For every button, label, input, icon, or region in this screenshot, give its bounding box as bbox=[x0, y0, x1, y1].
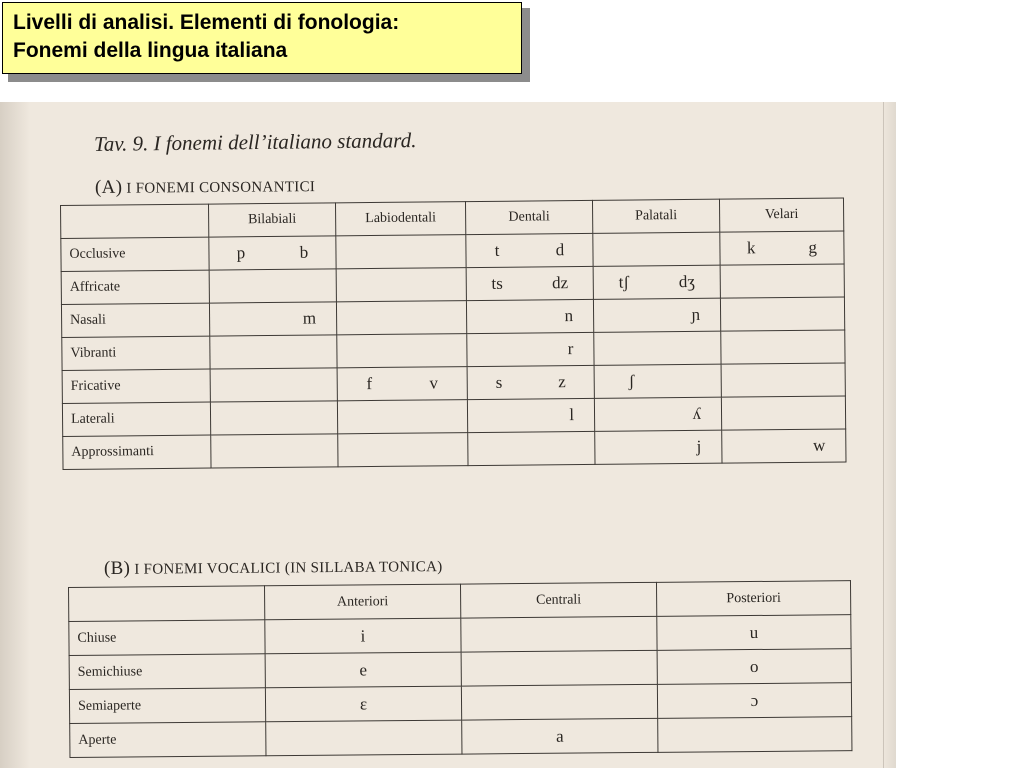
phoneme-cell bbox=[720, 231, 844, 265]
phoneme: ɲ bbox=[691, 304, 701, 324]
phoneme-cell bbox=[338, 433, 468, 467]
phoneme-cell bbox=[209, 302, 336, 336]
table-caption: Tav. 9. I fonemi dell’italiano standard. bbox=[93, 128, 417, 156]
page-edge bbox=[883, 102, 884, 768]
row-label: Fricative bbox=[62, 369, 210, 403]
column-header: Bilabiali bbox=[208, 203, 335, 237]
phoneme-cell bbox=[467, 365, 594, 399]
row-label: Aperte bbox=[70, 722, 266, 758]
phoneme-cell bbox=[211, 434, 338, 468]
phoneme-cell bbox=[594, 331, 721, 365]
phoneme: ɛ bbox=[359, 693, 368, 713]
column-header: Posteriori bbox=[656, 581, 850, 617]
phoneme-cell bbox=[466, 299, 593, 333]
phoneme: ɔ bbox=[750, 690, 759, 710]
phoneme-cell bbox=[720, 264, 844, 298]
phoneme: v bbox=[429, 373, 439, 393]
phoneme: e bbox=[359, 659, 368, 679]
column-header: Centrali bbox=[460, 582, 656, 618]
phoneme: dz bbox=[551, 273, 569, 293]
phoneme: l bbox=[569, 405, 575, 425]
corner-cell bbox=[61, 204, 209, 238]
phoneme-cell bbox=[657, 683, 851, 719]
phoneme: p bbox=[236, 243, 246, 263]
phoneme: a bbox=[555, 726, 564, 746]
phoneme: tʃ bbox=[618, 272, 630, 292]
column-header: Velari bbox=[719, 198, 843, 232]
phoneme-cell bbox=[721, 396, 845, 430]
phoneme-cell bbox=[336, 301, 466, 335]
column-header: Dentali bbox=[465, 200, 592, 234]
phoneme: dʒ bbox=[678, 271, 695, 292]
phoneme-cell bbox=[210, 335, 337, 369]
phoneme-cell bbox=[658, 717, 852, 753]
phoneme-cell bbox=[593, 298, 720, 332]
row-label: Semichiuse bbox=[69, 654, 265, 690]
phoneme-cell bbox=[209, 269, 336, 303]
phoneme-cell bbox=[657, 615, 851, 651]
phoneme: b bbox=[299, 242, 309, 262]
phoneme: u bbox=[749, 622, 759, 642]
phoneme: o bbox=[749, 656, 759, 676]
phoneme-cell bbox=[210, 368, 337, 402]
phoneme: ʃ bbox=[628, 371, 635, 391]
phoneme-cell bbox=[266, 720, 462, 756]
phoneme-cell bbox=[466, 233, 593, 267]
phoneme: g bbox=[808, 237, 818, 257]
consonants-table bbox=[60, 197, 847, 470]
phoneme-cell bbox=[210, 401, 337, 435]
section-letter: (B) bbox=[103, 557, 131, 579]
phoneme: t bbox=[494, 240, 500, 260]
phoneme-cell bbox=[337, 400, 467, 434]
vowels-table bbox=[68, 580, 852, 758]
phoneme: s bbox=[495, 372, 503, 392]
phoneme-cell bbox=[722, 429, 846, 463]
phoneme: n bbox=[564, 306, 574, 326]
section-suffix: (IN SILLABA TONICA) bbox=[284, 559, 443, 577]
phoneme: z bbox=[558, 372, 566, 392]
phoneme-cell bbox=[721, 363, 845, 397]
phoneme: ʎ bbox=[692, 403, 702, 423]
slide-title-line2: Fonemi della lingua italiana bbox=[13, 39, 288, 62]
slide-title-line1: Livelli di analisi. Elementi di fonologia: bbox=[13, 11, 400, 34]
phoneme-cell bbox=[467, 398, 594, 432]
phoneme-cell bbox=[461, 650, 657, 686]
phoneme: f bbox=[366, 374, 373, 394]
corner-cell bbox=[69, 586, 265, 622]
phoneme: ts bbox=[491, 273, 503, 293]
scanned-page bbox=[0, 102, 896, 768]
phoneme-cell bbox=[209, 236, 336, 270]
phoneme-cell bbox=[461, 616, 657, 652]
row-label: Vibranti bbox=[62, 336, 210, 370]
phoneme-cell bbox=[336, 268, 466, 302]
phoneme-cell bbox=[462, 718, 658, 754]
phoneme-cell bbox=[721, 330, 845, 364]
phoneme: w bbox=[812, 435, 826, 455]
phoneme: m bbox=[302, 308, 317, 328]
phoneme-cell bbox=[461, 684, 657, 720]
column-header: Anteriori bbox=[264, 584, 460, 620]
phoneme-cell bbox=[594, 364, 721, 398]
section-text: I FONEMI CONSONANTICI bbox=[126, 179, 316, 197]
row-label: Affricate bbox=[61, 270, 209, 304]
row-label: Semiaperte bbox=[69, 688, 265, 724]
consonants-section-title bbox=[95, 175, 315, 199]
row-label: Chiuse bbox=[69, 620, 265, 656]
phoneme-cell bbox=[657, 649, 851, 685]
slide-title bbox=[2, 2, 522, 74]
phoneme-cell bbox=[593, 265, 720, 299]
row-label: Occlusive bbox=[61, 237, 209, 271]
phoneme: i bbox=[360, 625, 366, 645]
phoneme-cell bbox=[467, 332, 594, 366]
phoneme-cell bbox=[336, 235, 466, 269]
phoneme-cell bbox=[720, 297, 844, 331]
row-label: Nasali bbox=[61, 303, 209, 337]
phoneme-cell bbox=[265, 652, 461, 688]
phoneme-cell bbox=[594, 397, 721, 431]
phoneme-cell bbox=[337, 367, 467, 401]
table-row bbox=[70, 717, 852, 758]
table-row bbox=[63, 429, 846, 470]
vowels-section-title bbox=[104, 555, 443, 580]
section-text: I FONEMI VOCALICI bbox=[134, 560, 281, 578]
phoneme-cell bbox=[593, 232, 720, 266]
row-label: Laterali bbox=[62, 402, 210, 436]
column-header: Palatali bbox=[592, 199, 719, 233]
phoneme-cell bbox=[265, 618, 461, 654]
column-header: Labiodentali bbox=[335, 202, 465, 236]
phoneme-cell bbox=[595, 430, 722, 464]
phoneme-cell bbox=[337, 334, 467, 368]
row-label: Approssimanti bbox=[63, 435, 211, 469]
phoneme: k bbox=[746, 238, 756, 258]
phoneme: d bbox=[555, 240, 565, 260]
phoneme: j bbox=[696, 436, 702, 456]
phoneme-cell bbox=[466, 266, 593, 300]
phoneme: r bbox=[567, 339, 574, 359]
section-letter: (A) bbox=[94, 176, 123, 198]
phoneme-cell bbox=[265, 686, 461, 722]
phoneme-cell bbox=[468, 431, 595, 465]
